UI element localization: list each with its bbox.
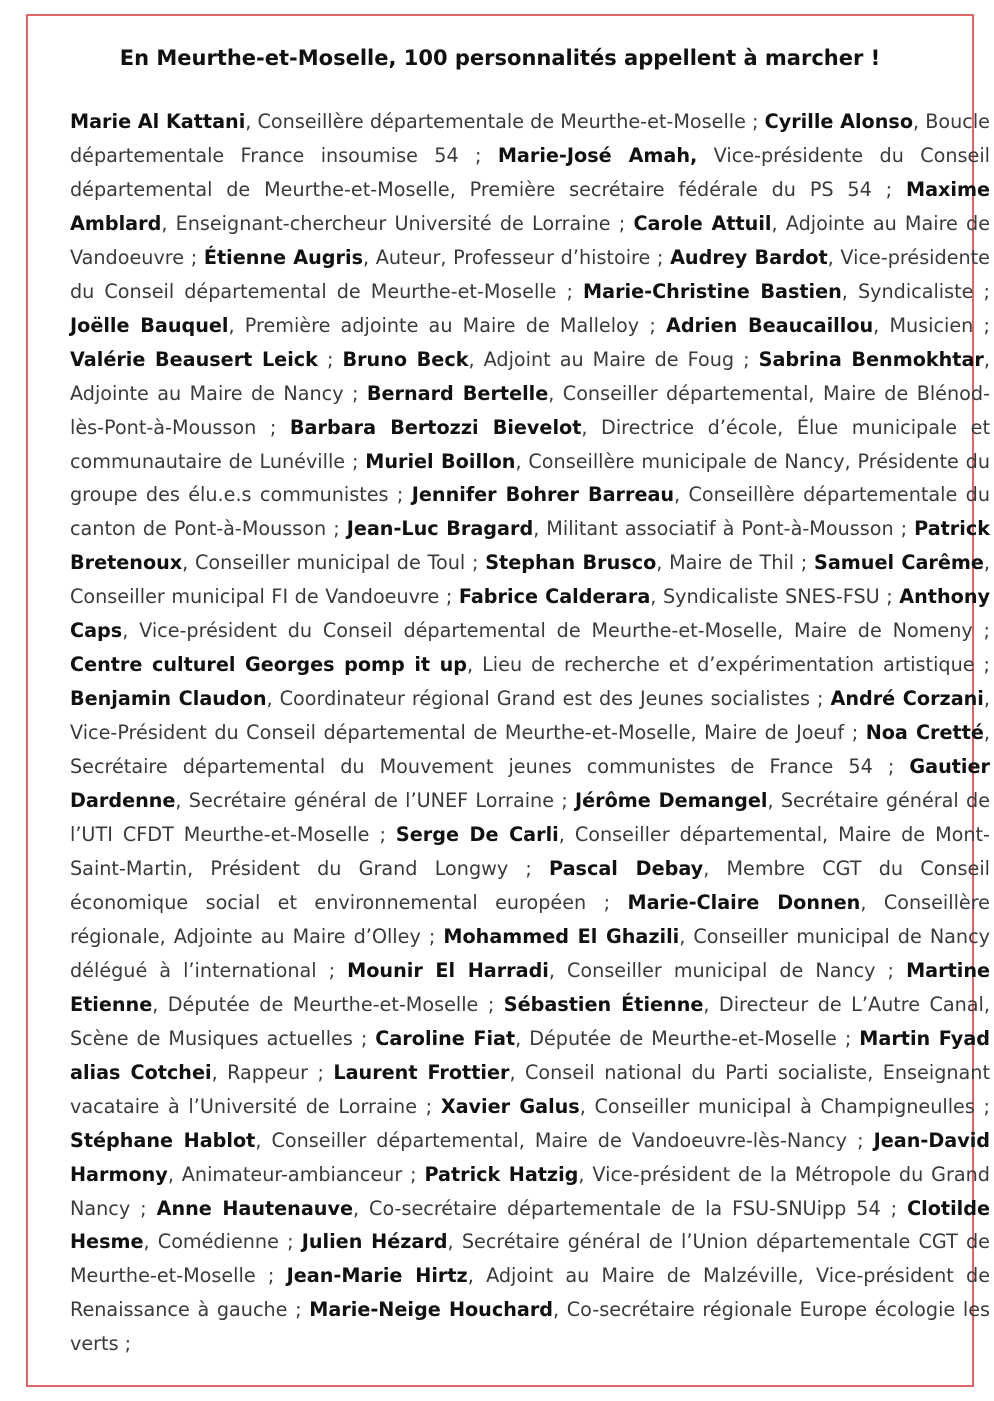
signatory-role: , Conseillère municipale de Nancy, Présidente du groupe des élu.e.s communistes ; [70,449,990,507]
signatory-role: , Lieu de recherche et d’expérimentation artistique ; [467,653,990,677]
signatory-name: Marie Al Kattani [70,110,246,133]
signatory-role: , Secrétaire général de l’UNEF Lorraine ; [175,789,575,813]
signatory-role: , Adjointe au Maire de Nancy ; [70,347,990,405]
signatory-name: Fabrice Calderara [458,585,651,609]
signatory-role: , Enseignant-chercheur Université de Lorraine ; [161,211,634,235]
signatory-role: , Coordinateur régional Grand est des Jeunes socialistes ; [266,687,831,711]
signatory-name: Cyrille Alonso [764,110,914,133]
signatory-name: Anne Hautenauve [156,1196,353,1220]
signatory-name: Centre culturel Georges pomp it up [70,653,468,677]
signatory-name: Carole Attuil [633,211,772,235]
signatory-role: , Vice-président de la Métropole du Grand Nancy ; [70,1162,990,1220]
signatory-name: Muriel Boillon [365,449,516,473]
signatory-role: , Rappeur ; [211,1060,334,1084]
signatory-name: Julien Hézard [301,1230,448,1254]
signatory-name: Mohammed El Ghazili [443,924,680,948]
signatory-role: , Conseiller départemental, Maire de Vandoeuvre-lès-Nancy ; [255,1128,874,1152]
signatory-name: Marie-Claire Donnen [627,890,861,914]
signatory-role: , Première adjointe au Maire de Malleloy ; [228,313,666,337]
signatory-role: , Comédienne ; [143,1230,302,1254]
signatory-name: Audrey Bardot [670,245,828,269]
signatory-name: Bruno Beck [342,347,469,371]
signatory-name: André Corzani [830,687,984,711]
signatory-name: Joëlle Bauquel [70,313,229,337]
signatory-role: , Syndicaliste SNES-FSU ; [650,585,900,609]
signatory-name: Marie-Neige Houchard [309,1298,554,1322]
signatory-name: Mounir El Harradi [347,958,549,982]
signatory-name: Adrien Beaucaillou [665,313,874,337]
signatory-name: Noa Cretté [865,721,984,745]
signatory-role: , Co-secrétaire régionale Europe écologie les verts ; [70,1298,990,1356]
signatory-role: , Co-secrétaire départementale de la FSU-SNUipp 54 ; [352,1196,908,1220]
signatory-role: , Députée de Meurthe-et-Moselle ; [515,1026,860,1050]
signatory-name: Serge De Carli [395,823,559,847]
signatory-role: , Adjoint au Maire de Foug ; [468,347,759,371]
signatory-role: , Secrétaire général de l’UTI CFDT Meurthe-et-Moselle ; [70,789,990,847]
document-frame [26,14,991,1387]
signatory-role: , Conseillère régionale, Adjointe au Maire d’Olley ; [70,890,990,948]
signatory-role: , Conseiller municipal de Nancy délégué à l’international ; [70,924,991,982]
signatory-name: Jean-Marie Hirtz [286,1264,468,1288]
signatory-name: Clotilde Hesme [70,1196,990,1254]
signatory-role: Vice-présidente du Conseil départemental de Meurthe-et-Moselle, Première secrétaire fédérale du PS 54 ; [70,143,991,201]
signatory-role: , Conseiller municipal de Toul ; [182,551,486,575]
signatory-role: , Conseiller départemental, Maire de Blénod-lès-Pont-à-Mousson ; [70,381,990,439]
signatory-name: Anthony Caps [70,585,990,643]
signatory-name: Maxime Amblard [70,177,990,235]
signatory-role: , Conseiller municipal FI de Vandoeuvre ; [70,551,990,609]
signatory-name: Samuel Carême [814,551,984,575]
signatory-name: Gautier Dardenne [70,755,990,813]
signatory-role: , Militant associatif à Pont-à-Mousson ; [533,517,915,541]
signatory-role: , Conseiller municipal à Champigneulles ; [579,1094,990,1118]
signatory-name: Sébastien Étienne [503,992,704,1016]
page-title: En Meurthe-et-Moselle, 100 personnalités appellent à marcher ! [119,46,881,70]
signatory-name: Patrick Bretenoux [70,517,990,575]
signatory-name: Jérôme Demangel [575,789,768,813]
signatory-role: , Directrice d’école, Élue municipale et communautaire de Lunéville ; [70,415,990,473]
signatory-name: Valérie Beausert Leick [70,347,318,371]
signatory-role: , Adjointe au Maire de Vandoeuvre ; [70,211,991,269]
signatory-role: , Auteur, Professeur d’histoire ; [363,245,671,269]
signatory-role: , Secrétaire général de l’Union départementale CGT de Meurthe-et-Moselle ; [70,1230,990,1288]
signatory-name: Marie-José Amah, [497,143,698,167]
signatory-role: , Secrétaire départemental du Mouvement jeunes communistes de France 54 ; [70,721,990,779]
signatories-list [70,105,990,1361]
signatory-role: , Boucle départementale France insoumise 54 ; [70,110,990,167]
signatory-role: , Adjoint au Maire de Malzéville, Vice-président de Renaissance à gauche ; [70,1264,990,1322]
signatory-role: , Députée de Meurthe-et-Moselle ; [152,992,504,1016]
signatory-name: Étienne Augris [203,245,363,269]
signatory-name: Sabrina Benmokhtar [758,347,984,371]
signatory-name: Pascal Debay [549,856,704,880]
signatory-role: , Conseillère départementale de Meurthe-et-Moselle ; [245,110,765,133]
signatory-name: Bernard Bertelle [366,381,549,405]
signatory-name: Jennifer Bohrer Barreau [411,483,675,507]
signatory-name: Laurent Frottier [333,1060,510,1084]
signatory-role: , Animateur-ambianceur ; [167,1162,425,1186]
signatory-name: Barbara Bertozzi Bievelot [289,415,582,439]
signatory-role: , Membre CGT du Conseil économique social et environnemental européen ; [70,856,990,914]
signatory-role: , Conseil national du Parti socialiste, Enseignant vacataire à l’Université de Lorraine ; [70,1060,990,1118]
signatory-name: Marie-Christine Bastien [583,279,842,303]
signatory-role: , Syndicaliste ; [841,279,990,303]
signatory-role: , Conseiller municipal de Nancy ; [548,958,907,982]
signatory-name: Martin Fyad alias Cotchei [70,1026,990,1084]
signatory-name: Jean-David Harmony [70,1128,991,1186]
signatory-role: , Vice-présidente du Conseil départemental de Meurthe-et-Moselle ; [70,245,990,303]
signatory-role: ; [317,347,343,371]
signatory-name: Xavier Galus [440,1094,580,1118]
signatory-name: Stéphane Hablot [70,1128,256,1152]
signatory-role: , Vice-Président du Conseil départemental de Meurthe-et-Moselle, Maire de Joeuf ; [70,687,990,745]
signatory-name: Stephan Brusco [485,551,657,575]
signatory-role: , Musicien ; [873,313,990,337]
signatory-name: Jean-Luc Bragard [346,517,534,541]
signatory-role: , Vice-président du Conseil départemental de Meurthe-et-Moselle, Maire de Nomeny ; [122,619,990,643]
signatory-role: , Directeur de L’Autre Canal, Scène de Musiques actuelles ; [70,992,990,1050]
signatory-name: Martine Etienne [70,958,990,1016]
signatory-name: Patrick Hatzig [424,1162,579,1186]
signatory-role: , Conseiller départemental, Maire de Mont-Saint-Martin, Président du Grand Longwy ; [70,823,990,880]
signatory-role: , Maire de Thil ; [656,551,815,575]
signatory-role: , Conseillère départementale du canton de Pont-à-Mousson ; [70,483,990,541]
signatory-name: Benjamin Claudon [70,687,267,711]
signatory-name: Caroline Fiat [375,1026,516,1050]
